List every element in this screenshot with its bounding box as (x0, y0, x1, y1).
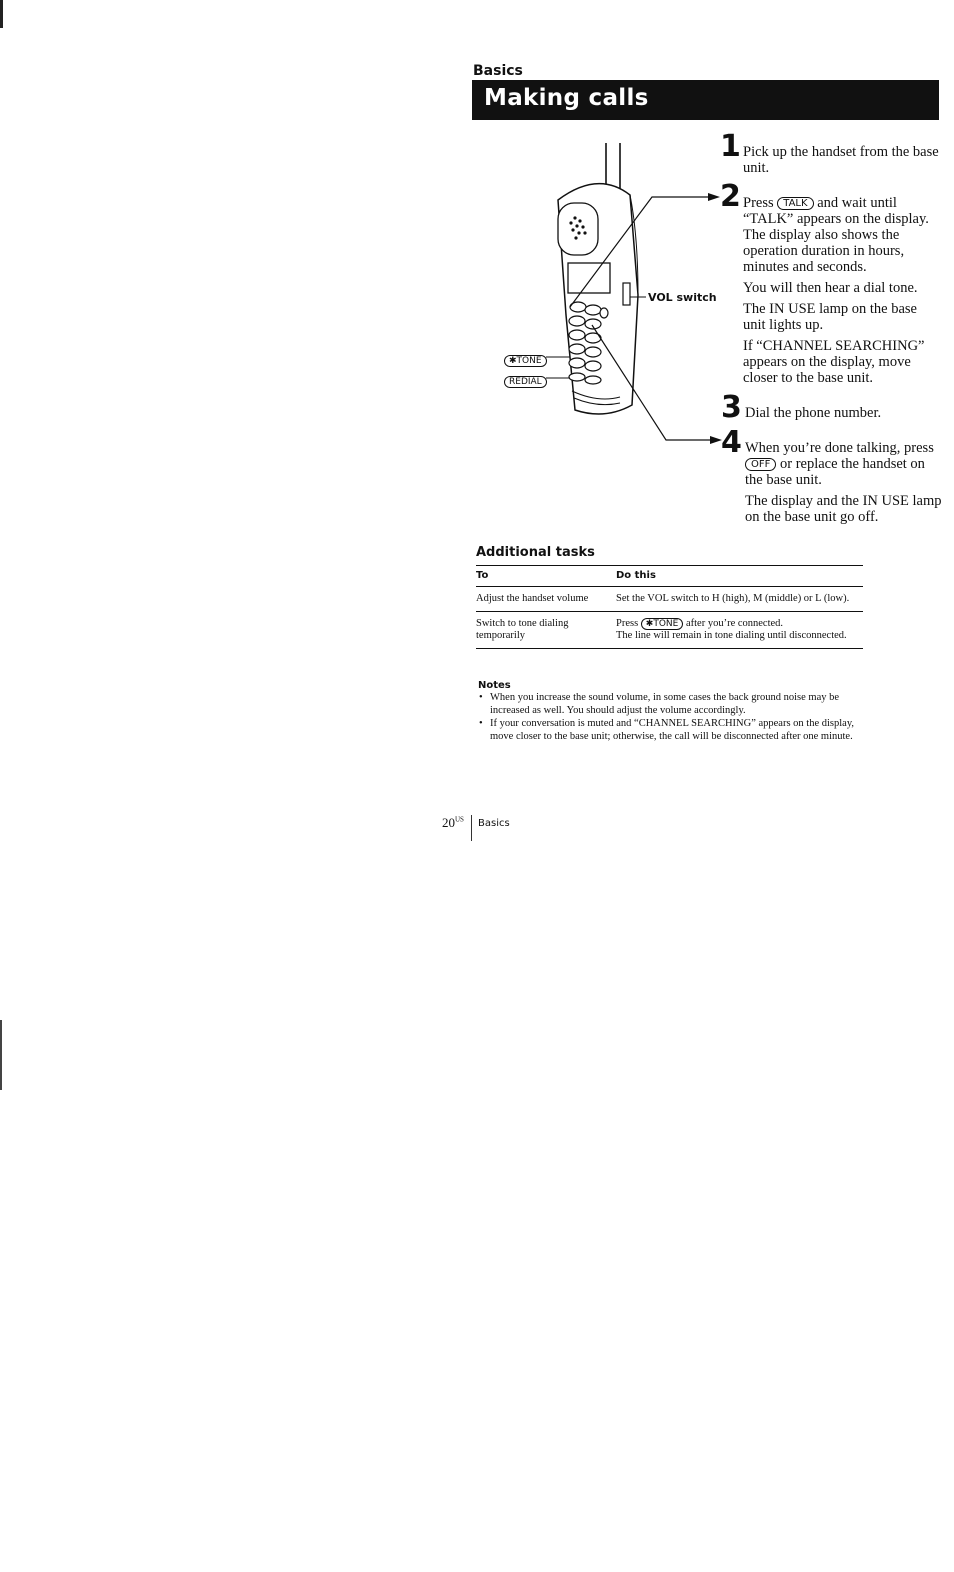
title-banner (472, 80, 939, 120)
table-bottom-rule (476, 648, 863, 649)
talk-key: TALK (777, 197, 813, 210)
column-header-to: To (476, 570, 489, 581)
vol-switch-label: VOL switch (648, 291, 717, 304)
step-3-text: Dial the phone number. (745, 405, 882, 421)
page-edge-mark (0, 1020, 2, 1090)
list-item: • When you increase the sound volume, in some cases the back ground noise may be increased as well. You should adjust the volume accordingly. (478, 692, 858, 717)
column-header-do-this: Do this (616, 570, 656, 581)
page-number: $20^{US}$ (442, 815, 464, 830)
notes-heading: Notes (478, 680, 511, 691)
page-edge-mark (0, 0, 3, 28)
list-item: • If your conversation is muted and “CHANNEL SEARCHING” appears on the display, move closer to the base unit; otherwise, the call will be disconnected after one minute. (478, 718, 858, 743)
footer-section: Basics (478, 818, 510, 829)
step-1-text: Pick up the handset from the base unit. (743, 144, 939, 176)
page-title: Making calls (484, 85, 649, 111)
table-row: Adjust the handset volume Set the VOL switch to H (high), M (middle) or L (low). (476, 593, 850, 604)
redial-key-label: REDIAL (504, 371, 547, 389)
section-label: Basics (473, 63, 523, 79)
notes-list (478, 692, 858, 744)
folio-divider (471, 815, 472, 841)
step-number-4: 4 (721, 425, 741, 460)
step-number-2: 2 (720, 179, 740, 214)
tasks-table (476, 565, 863, 649)
step-number-1: 1 (720, 129, 740, 164)
table-header-row (476, 566, 863, 586)
step-number-3: 3 (721, 390, 741, 425)
step-4-text: When you’re done talking, press OFF or replace the handset on the base unit. The display and the IN USE lamp on the base unit go off. (745, 440, 942, 525)
tone-key: ✱TONE (641, 618, 684, 630)
additional-tasks-heading: Additional tasks (476, 545, 595, 560)
off-key: OFF (745, 458, 776, 471)
step-2-text: Press TALK and wait until “TALK” appears on the display. The display also shows the operation duration in hours, minutes and seconds. You will then hear a dial tone. The IN USE lamp on the base unit lights up. If “CHANNEL SEARCHING” appears on the display, move closer to the base unit. (743, 195, 929, 386)
table-row: Switch to tone dialing temporarily Press ✱TONE after you’re connected. The line will remain in tone dialing until disconnected. (476, 618, 847, 641)
tone-key-label: ✱TONE (504, 350, 547, 368)
